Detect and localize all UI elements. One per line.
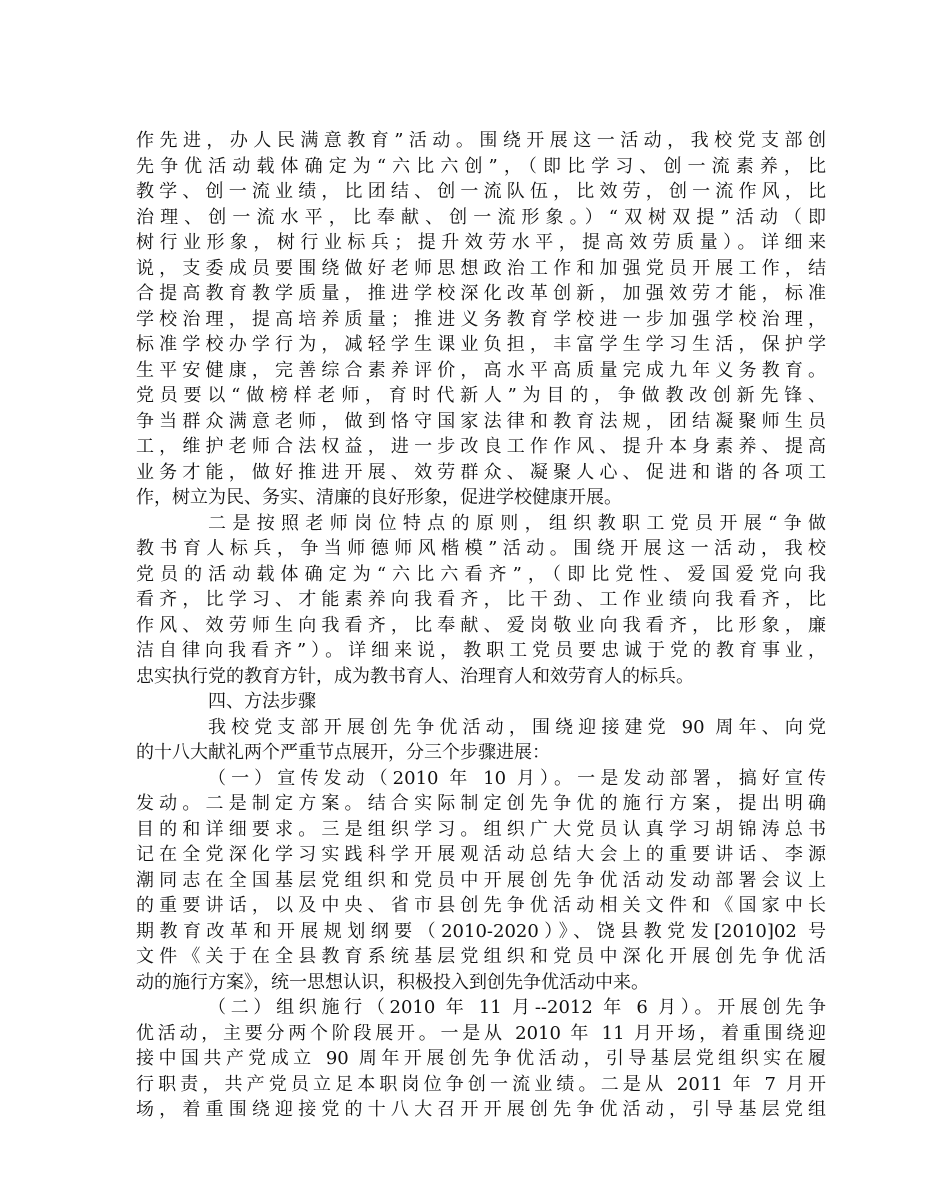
text-line: 说，支委成员要围绕做好老师思想政治工作和加强党员开展工作，结 bbox=[136, 257, 826, 279]
text-line: 的重要讲话，以及中央、省市县创先争优活动相关文件和《国家中长 bbox=[136, 895, 826, 916]
text-line: 二是按照老师岗位特点的原则，组织教职工党员开展“争做 bbox=[208, 512, 826, 534]
text-line: 党员要以“做榜样老师，育时代新人”为目的，争做教改创新先锋、 bbox=[136, 385, 826, 406]
text-line: 洁自律向我看齐”）。详细来说，教职工党员要忠诚于党的教育事业， bbox=[136, 640, 826, 661]
text-line: 标准学校办学行为，减轻学生课业负担，丰富学生学习生活，保护学 bbox=[136, 334, 826, 355]
text-line: （二）组织施行（2010 年 11 月--2012 年 6 月）。开展创先争 bbox=[208, 997, 826, 1018]
text-line: 行职责，共产党员立足本职岗位争创一流业绩。二是从 2011 年 7 月开 bbox=[136, 1073, 826, 1095]
text-line: 记在全党深化学习实践科学开展观活动总结大会上的重要讲话、李源 bbox=[136, 844, 826, 865]
text-line: 我校党支部开展创先争优活动，围绕迎接建党 90 周年、向党 bbox=[208, 716, 826, 738]
text-line: 发动。二是制定方案。结合实际制定创先争优的施行方案，提出明确 bbox=[136, 793, 826, 814]
text-line: 作风、效劳师生向我看齐，比奉献、爱岗敬业向我看齐，比形象，廉 bbox=[136, 614, 826, 636]
text-line: 期教育改革和开展规划纲要（2010-2020）》、饶县教党发[2010]02 号 bbox=[136, 920, 826, 942]
text-line: 生平安健康，完善综合素养评价，高水平高质量完成九年义务教育。 bbox=[136, 359, 826, 381]
text-line: 场，着重围绕迎接党的十八大召开开展创先争优活动，引导基层党组 bbox=[136, 1099, 826, 1120]
text-line: 争当群众满意老师，做到恪守国家法律和教育法规，团结凝聚师生员 bbox=[136, 410, 826, 432]
text-line: 忠实执行党的教育方针，成为教书育人、治理育人和效劳育人的标兵。 bbox=[136, 665, 694, 687]
text-line: 治理、创一流水平，比奉献、创一流形象。）“双树双提”活动（即 bbox=[136, 206, 826, 228]
text-line: 文件《关于在全县教育系统基层党组织和党员中深化开展创先争优活 bbox=[136, 946, 826, 967]
text-line: 作，树立为民、务实、清廉的良好形象，促进学校健康开展。 bbox=[136, 487, 622, 508]
text-line: 先争优活动载体确定为“六比六创”，（即比学习、创一流素养，比 bbox=[136, 155, 826, 177]
text-line: 潮同志在全国基层党组织和党员中开展创先争优活动发动部署会议上 bbox=[136, 869, 826, 891]
text-line: 接中国共产党成立 90 周年开展创先争优活动，引导基层党组织实在履 bbox=[136, 1048, 826, 1069]
text-line: 动的施行方案》，统一思想认识，积极投入到创先争优活动中来。 bbox=[136, 971, 649, 993]
text-line: 目的和详细要求。三是组织学习。组织广大党员认真学习胡锦涛总书 bbox=[136, 818, 826, 840]
text-line: 四、方法步骤 bbox=[208, 691, 316, 712]
text-line: 优活动，主要分两个阶段展开。一是从 2010 年 11 月开场，着重围绕迎 bbox=[136, 1022, 826, 1044]
text-line: （一）宣传发动（2010 年 10 月）。一是发动部署，搞好宣传 bbox=[208, 767, 826, 789]
text-line: 教书育人标兵，争当师德师风楷模”活动。围绕开展这一活动，我校 bbox=[136, 538, 826, 559]
text-line: 工，维护老师合法权益，进一步改良工作作风、提升本身素养、提高 bbox=[136, 436, 826, 457]
text-line: 学校治理，提高培养质量；推进义务教育学校进一步加强学校治理， bbox=[136, 308, 826, 330]
text-line: 业务才能，做好推进开展、效劳群众、凝聚人心、促进和谐的各项工 bbox=[136, 461, 826, 483]
text-line: 党员的活动载体确定为“六比六看齐”，（即比党性、爱国爱党向我 bbox=[136, 563, 826, 585]
text-line: 教学、创一流业绩，比团结、创一流队伍，比效劳，创一流作风，比 bbox=[136, 181, 826, 202]
document-body bbox=[136, 128, 826, 1123]
text-line: 看齐，比学习、才能素养向我看齐，比干劲、工作业绩向我看齐，比 bbox=[136, 589, 826, 610]
text-line: 树行业形象，树行业标兵；提升效劳水平，提高效劳质量）。详细来 bbox=[136, 232, 826, 253]
text-line: 作先进，办人民满意教育”活动。围绕开展这一活动，我校党支部创 bbox=[136, 130, 826, 151]
text-line: 的十八大献礼两个严重节点展开，分三个步骤进展： bbox=[136, 742, 550, 763]
text-line: 合提高教育教学质量，推进学校深化改革创新，加强效劳才能，标准 bbox=[136, 283, 826, 304]
